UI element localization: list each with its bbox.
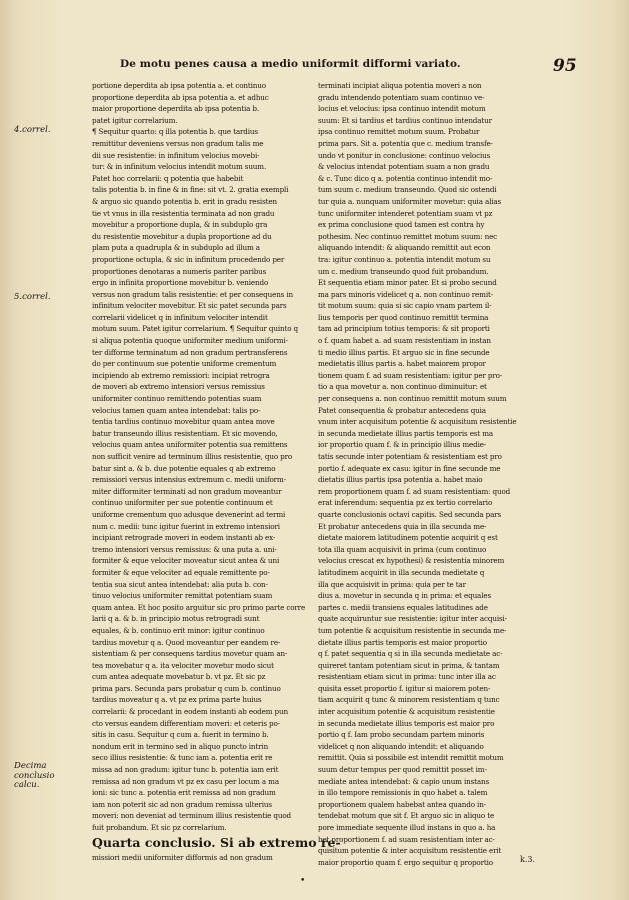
text-line: partes c. medii transiens equales latitudines ade <box>318 602 488 612</box>
text-line: tum potentie & acquisitum resistentie in secunda me- <box>318 625 507 635</box>
text-line: batur transeundo illius resistentiam. Et sic movendo, <box>92 428 278 438</box>
text-line: prima pars. Sit a. potentia que c. medium transfe- <box>318 138 493 148</box>
text-line: maior proportio quam f. ergo sequitur q proportio <box>318 857 493 867</box>
text-line: cum antea adequate movebatur b. vt pz. Et sic pz <box>92 672 266 682</box>
text-line: moveri: non deveniat ad terminum illius resistentie quod <box>92 811 291 821</box>
text-line: latitudinem acquirit in illa secunda medietate q <box>318 567 485 577</box>
text-line: um c. medium transeundo quod fuit probandum. <box>318 266 489 276</box>
text-line: seco illius resistentie: & tunc iam a. potentia erit re <box>92 753 273 763</box>
text-line: fuit probandum. Et sic pz correlarium. <box>92 823 227 832</box>
text-line: ergo in infinita proportione movebitur b. veniendo <box>92 278 269 288</box>
text-line: & c. Tunc dico q a. potentia continuo intendit mo- <box>318 173 493 183</box>
text-line: tatis secunde inter potentiam & resistentiam est pro <box>318 452 502 461</box>
text-line: versus non gradum talis resistentie: et per consequens in <box>92 289 293 299</box>
text-line: portio q f. Iam probo secundam partem minoris <box>318 730 485 740</box>
text-line: gradu intendendo potentiam suam continuo ve- <box>318 92 485 102</box>
text-line: tunc uniformiter intenderet potentiam suam vt pz <box>318 208 493 218</box>
text-line: motum suum. Patet igitur correlarium. ¶ Sequitur quinto q <box>92 324 298 334</box>
text-line: tionem quam f. ad suam resistentiam: igitur per pro- <box>318 370 503 380</box>
text-line: q f. patet sequentia q si in illa secunda medietate ac- <box>318 649 503 659</box>
text-line: plam puta a quadrupla & in subduplo ad illum a <box>92 243 260 253</box>
text-line: suum: Et si tardius et tardius continuo intendatur <box>318 115 492 125</box>
text-line: larii q a. & b. in principio motus retrogradi sunt <box>92 614 260 624</box>
text-line: cto versus eandem differentiam moveri: et ceteris po- <box>92 718 280 728</box>
text-line: proportione octupla, & sic in infinitum procedendo per <box>92 254 285 264</box>
text-line: & velocius intendat potentiam suam a non gradu <box>318 162 490 172</box>
text-line: iam non poterit sic ad non gradum remissa ulterius <box>92 799 272 809</box>
text-line: portio f. adequate ex casu: igitur in fine secunde me <box>318 463 501 473</box>
text-line: tum suum c. medium transeundo. Quod sic ostendi <box>318 185 497 195</box>
text-line: num c. medii: tunc igitur fuerint in extremo intensiori <box>92 521 280 531</box>
text-line: quate acquiruntur sue resistentie: igitur inter acquisi- <box>318 614 507 624</box>
text-line: suum detur tempus per quod remittit posset im- <box>318 765 487 775</box>
text-line: medietatis illius partis a. habet maiorem propor <box>318 359 486 369</box>
text-line: resistentiam etiam sicut in prima: tunc inter illa ac <box>318 672 496 682</box>
right-text-column <box>318 80 538 868</box>
signature-mark: k.3. <box>520 855 536 864</box>
text-line: movebitur a proportione dupla, & in subduplo gra <box>92 220 268 230</box>
text-line: tur quia a. nunquam uniformiter movetur: quia alias <box>318 196 502 206</box>
text-line: sistentiam & per consequens tardius movetur quam an- <box>92 649 288 659</box>
text-line: si aliqua potentia quoque uniformiter medium uniformi- <box>92 336 288 346</box>
text-line: velocius quam antea uniformiter potentia sua remittens <box>92 440 288 450</box>
text-line: nondum erit in termino sed in aliquo puncto intrin <box>92 741 269 751</box>
text-line: terminati incipiat aliqua potentia moveri a non <box>318 81 482 90</box>
text-line: tendebat motum que sit f. Et arguo sic in aliquo te <box>318 811 495 821</box>
text-line: sitis in casu. Sequitur q cum a. fuerit in termino b. <box>92 730 269 740</box>
text-line: Et sequentia etiam minor pater. Et si probo secund <box>318 278 497 288</box>
text-line: maior proportione deperdita ab ipsa potentia b. <box>92 104 259 114</box>
text-line: prima pars. Secunda pars probatur q cum b. continuo <box>92 683 281 693</box>
text-line: Patet consequentia & probatur antecedens quia <box>318 405 486 415</box>
text-line: ipsa continuo remittet motum suum. Probatur <box>318 127 480 137</box>
running-head: De motu penes causa a medio uniformit difformi variato. <box>120 58 461 70</box>
text-line: quisita esset proportio f. igitur si maiorem poten- <box>318 683 491 693</box>
text-line: ma pars minoris videlicet q a. non continuo remit- <box>318 289 493 299</box>
text-line: ioni: sic tunc a. potentia erit remissa ad non gradum <box>92 788 276 798</box>
text-line: portione deperdita ab ipsa potentia a. et continuo <box>92 81 266 90</box>
text-line: rem proportionem quam f. ad suam resistentiam: quod <box>318 486 511 496</box>
text-line: aliquando intendit: & aliquando remittit aut econ <box>318 243 491 253</box>
text-line: miter difformiter terminati ad non gradum moveantur <box>92 486 282 496</box>
text-line: mediate antea intendebat: & capio unum instans <box>318 776 490 786</box>
page-number: 95 <box>553 56 577 76</box>
text-line: incipiant retrograde moveri in eodem instanti ab ex- <box>92 533 276 543</box>
text-line: dietate maiorem latitudinem potentie acquirit q est <box>318 533 498 543</box>
text-line: & arguo sic quando potentia b. erit in gradu resisten <box>92 196 277 206</box>
text-line: ex prima conclusione quod tamen est contra hy <box>318 220 485 230</box>
margin-note-correlarium-4: 4.correl. <box>14 125 51 135</box>
text-line: ti medio illius partis. Et arguo sic in fine secunde <box>318 347 490 357</box>
text-line: tota illa quam acquisivit in prima (cum continuo <box>318 544 487 554</box>
text-line: ior proportio quam f. & in principio illius medie- <box>318 440 487 450</box>
text-line: uniformiter continuo remittendo potentias suam <box>92 394 262 404</box>
text-line: uniforme crementum quo adusque devenerint ad termi <box>92 509 286 519</box>
text-line: lius temporis per quod continuo remittit termina <box>318 312 489 322</box>
left-text-column <box>92 80 341 863</box>
text-line: dius a. movetur in secunda q in prima: et equales <box>318 591 491 601</box>
text-line: velocius crescat ex hypothesi) & resistentia minorem <box>318 556 505 566</box>
text-line: remittit. Quia si possibile est intendit remittit motum <box>318 753 504 763</box>
text-line: formiter & eque velociter ad equale remittente po- <box>92 567 270 577</box>
text-line: proportiones denotaras a numeris pariter paribus <box>92 266 267 276</box>
text-line: tremo intensiori versus remissius: & una puta a. uni- <box>92 544 277 554</box>
text-line: proportione deperdita ab ipsa potentia a. et adhuc <box>92 92 269 102</box>
text-line: tea movebatur q a. ita velociter movetur modo sicut <box>92 660 274 670</box>
text-line: dii sue resistentie: in infinitum velocius movebi- <box>92 150 260 160</box>
text-line: remissiori versus intensius extremum c. medii uniform- <box>92 475 286 485</box>
text-line: tardius movetur q a. Quod moveantur per eandem re- <box>92 637 281 647</box>
text-line: pore immediate sequente illud instans in quo a. ha <box>318 823 496 832</box>
conclusion-heading: Quarta conclusio. Si ab extremo re- <box>92 834 341 850</box>
text-line: tie vt vnus in illa resistentia terminata ad non gradu <box>92 208 275 218</box>
text-line: illa que acquisivit in prima: quia per te tar <box>318 579 466 589</box>
text-line: ¶ Sequitur quarto: q illa potentia b. que tardius <box>92 127 258 137</box>
text-line: undo vt ponitur in conclusione: continuo velocius <box>318 150 491 160</box>
text-line: proportionem qualem habebat antea quando in- <box>318 799 486 809</box>
text-line: equales, & b. continuo erit minor: igitur continuo <box>92 625 265 635</box>
text-line: quarte conclusionis octavi capitis. Sed secunda pars <box>318 509 502 519</box>
text-line: correlarii videlicet q in infinitum velociter intendit <box>92 312 268 322</box>
text-line: quireret tantam potentiam sicut in prima, & tantam <box>318 660 500 670</box>
text-line: tur: & in infinitum velocius intendit motum suum. <box>92 162 267 172</box>
text-line: missa ad non gradum: igitur tunc b. potentia iam erit <box>92 765 279 775</box>
text-line: tam ad principium totius temporis: & sit proporti <box>318 324 490 334</box>
margin-note-correlarium-5: 5.correl. <box>14 292 51 302</box>
text-line: o f. quam habet a. ad suam resistentiam in instan <box>318 336 491 346</box>
text-line: dietate illius partis temporis est maior proportio <box>318 637 487 647</box>
text-line: tinuo velocius uniformiter remittat potentiam suam <box>92 591 273 601</box>
text-line: non sufficit venire ad terminum illius resistentie, quo pro <box>92 452 293 461</box>
text-line: in secunda medietate illius temporis est maior pro <box>318 718 495 728</box>
text-line: erat inferendum: sequentia pz ex tertio correlario <box>318 498 493 508</box>
margin-note-conclusio: Decima conclusio calcu. <box>14 761 55 791</box>
text-line: incipiendo ab extremo remissiori: incipiat retrogra <box>92 370 270 380</box>
text-line: remissa ad non gradum vt pz ex casu per locum a ma <box>92 776 279 786</box>
text-line: correlarii: & procedant in eodem instanti ab eodem pun <box>92 707 288 717</box>
text-line: videlicet q non aliquando intendit: et aliquando <box>318 741 484 751</box>
text-line: missiori medii uniformiter difformis ad non gradum <box>92 852 273 862</box>
text-line: tra: igitur continuo a. potentia intendit motum su <box>318 254 491 264</box>
text-line: formiter & eque velociter moveatur sicut antea & uni <box>92 556 280 566</box>
text-line: inter acquisitum potentie & acquisitum resistentie <box>318 707 495 717</box>
text-line: dietatis illius partis ipsa potentia a. habet maio <box>318 475 483 485</box>
text-line: do per continuum sue potentie uniforme crementum <box>92 359 277 369</box>
text-line: tardius moveatur q a. vt pz ex prima parte huius <box>92 695 262 705</box>
text-line: tit motum suum: quia si sic capio vnam partem il- <box>318 301 492 311</box>
text-line: quisitum potentie & inter acquisitum resistentie erit <box>318 846 502 856</box>
text-line: locius et velocius: ipsa continuo intendit motum <box>318 104 486 114</box>
text-line: velocius tamen quam antea intendebat: talis po- <box>92 405 261 415</box>
text-line: de moveri ab extremo intensiori versus remissius <box>92 382 265 392</box>
text-line: tiam acquirit q tunc & minorem resistentiam q tunc <box>318 695 500 705</box>
text-line: tio a qua movetur a. non continuo diminuitur: et <box>318 382 487 392</box>
text-line: infinitum velociter movebitur. Et sic patet secunda pars <box>92 301 287 311</box>
text-line: tentia tardius continuo movebitur quam antea move <box>92 417 275 427</box>
text-line: per consequens a. non continuo remittit motum suum <box>318 394 507 404</box>
text-line: talis potentia b. in fine & in fine: sit vt. 2. gratia exempli <box>92 185 289 195</box>
text-line: in illo tempore remissionis in quo habet a. talem <box>318 788 488 798</box>
text-line: quam antea. Et hoc posito arguitur sic pro primo parte corre <box>92 602 306 612</box>
text-line: tentia sua sicut antea intendebat: alia puta b. con- <box>92 579 268 589</box>
text-line: Et probatur antecedens quia in illa secunda me- <box>318 521 487 531</box>
text-line: in secunda medietate illius partis temporis est ma <box>318 428 494 438</box>
text-line: bet proportionem f. ad suam resistentiam inter ac- <box>318 834 495 844</box>
text-line: continuo uniformiter per sue potentie continuum et <box>92 498 273 508</box>
text-line: remittitur deveniens versus non gradum talis me <box>92 138 264 148</box>
bottom-mark: • <box>300 876 306 886</box>
text-line: patet igitur correlarium. <box>92 115 178 125</box>
text-line: batur sint a. & b. due potentie equales q ab extremo <box>92 463 276 473</box>
text-line: Patet hoc correlarii: q potentia que habebit <box>92 173 244 183</box>
text-line: pothesim. Nec continuo remittet motum suum: nec <box>318 231 498 241</box>
text-line: ter difforme terminatum ad non gradum pertransferens <box>92 347 288 357</box>
text-line: du resistentie movebitur a dupla proportione ad du <box>92 231 272 241</box>
text-line: vnum inter acquisitum potentie & acquisitum resistentie <box>318 417 517 427</box>
